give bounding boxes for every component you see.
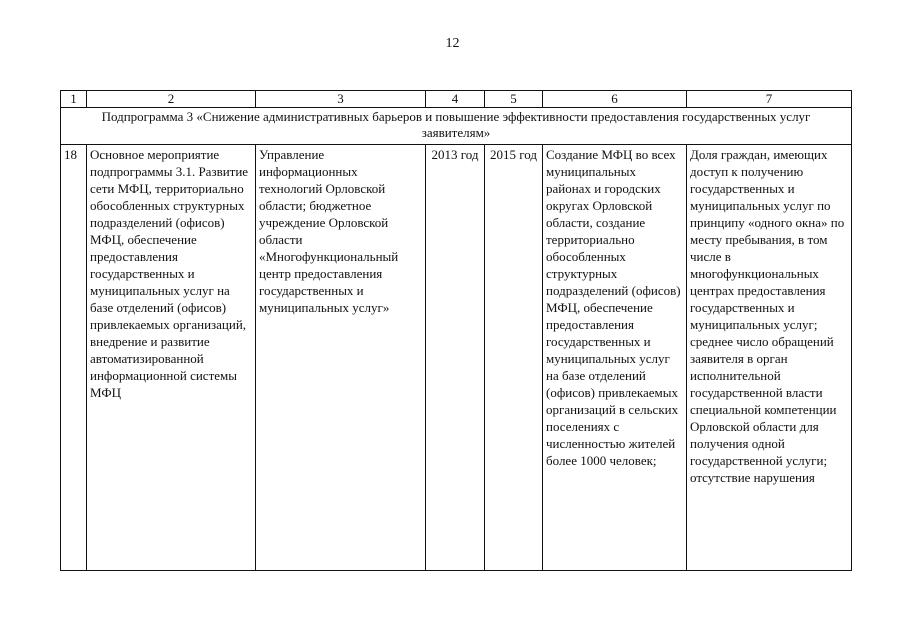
col-header-4: 4: [426, 91, 485, 108]
column-number-row: [61, 91, 852, 108]
program-table: [60, 90, 852, 571]
page-number: 12: [445, 36, 460, 51]
indicators-cell: Доля граждан, имеющих доступ к получению государственных и муниципальных услуг по принципу «одного окна» по месту пребывания, в том числе в многофункциональных центрах предоставления государственных и муниципальных услуг; среднее число обращений заявителя в орган исполнительной государственной власти специальной компетенции Орловской области для получения одной государственной услуги; отсутствие нарушения: [687, 145, 852, 571]
col-header-3: 3: [256, 91, 426, 108]
col-header-1: 1: [61, 91, 87, 108]
expected-result-cell: Создание МФЦ во всех муниципальных районах и городских округах Орловской области, создание территориально обособленных структурных подразделений (офисов) МФЦ, обеспечение предоставления государственных и муниципальных услуг на базе отделений (офисов) привлекаемых организаций в сельских поселениях с численностью жителей более 1000 человек;: [543, 145, 687, 571]
start-year-cell: 2013 год: [426, 145, 485, 571]
event-cell: Основное мероприятие подпрограммы 3.1. Развитие сети МФЦ, территориально обособленных структурных подразделений (офисов) МФЦ, обеспечение предоставления государственных и муниципальных услуг на базе отделений (офисов) привлекаемых организаций, внедрение и развитие автоматизированной информационной системы МФЦ: [87, 145, 256, 571]
executor-cell: Управление информационных технологий Орловской области; бюджетное учреждение Орловской области «Многофункциональный центр предоставления государственных и муниципальных услуг»: [256, 145, 426, 571]
col-header-7: 7: [687, 91, 852, 108]
col-header-6: 6: [543, 91, 687, 108]
table-row: [61, 145, 852, 571]
subprogram-title: Подпрограмма 3 «Снижение административных барьеров и повышение эффективности предоставления государственных услуг заявителям»: [61, 108, 852, 145]
subprogram-row: [61, 108, 852, 145]
end-year-cell: 2015 год: [485, 145, 543, 571]
row-number: 18: [61, 145, 87, 571]
col-header-5: 5: [485, 91, 543, 108]
col-header-2: 2: [87, 91, 256, 108]
